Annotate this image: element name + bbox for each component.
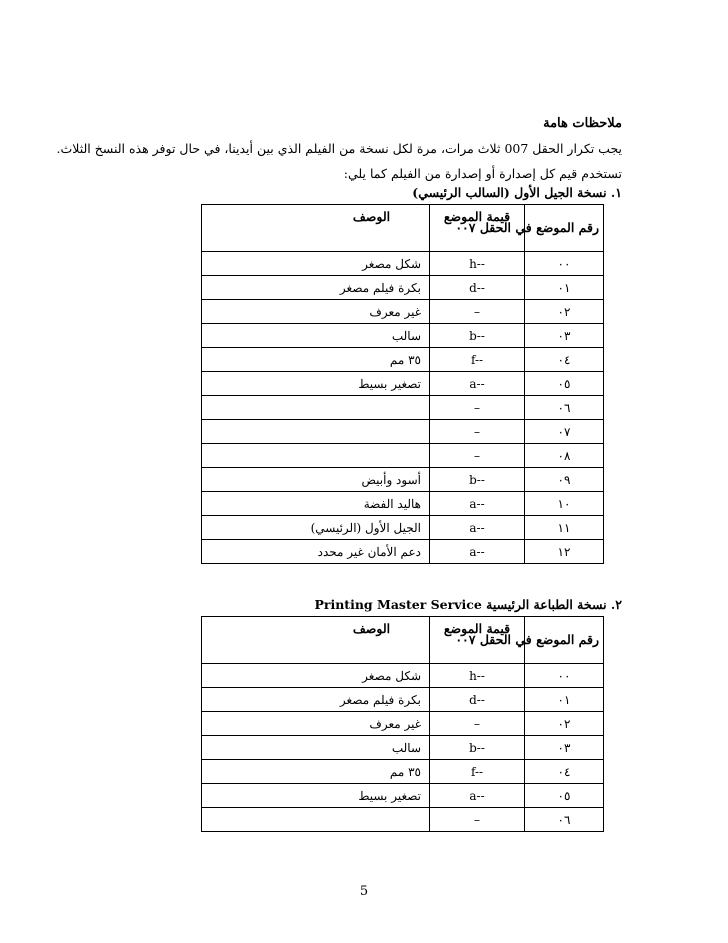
page-number: 5 xyxy=(359,884,369,899)
row-description xyxy=(202,688,430,712)
row-description-text: أسود وأبيض xyxy=(361,472,421,487)
section-2-title: ٢. نسخة الطباعة الرئيسية Printing Master Service xyxy=(314,597,622,612)
row-position-text: ٠٧ xyxy=(557,424,571,439)
table-row xyxy=(202,372,604,396)
row-value xyxy=(430,808,525,832)
row-value-text: a-- xyxy=(469,376,485,391)
row-value-text: a-- xyxy=(469,788,485,803)
row-description-text: تصغير بسيط xyxy=(358,788,421,803)
row-value-text: – xyxy=(474,424,480,439)
row-position-text: ٠٦ xyxy=(557,812,571,827)
row-value xyxy=(430,468,525,492)
section-2-table xyxy=(201,616,604,832)
row-position xyxy=(525,468,604,492)
row-position xyxy=(525,540,604,564)
row-description xyxy=(202,444,430,468)
row-description-text: ٣٥ مم xyxy=(389,764,421,779)
table-row xyxy=(202,468,604,492)
row-position-text: ٠٩ xyxy=(557,472,571,487)
row-position-text: ٠٠ xyxy=(557,256,571,271)
row-description xyxy=(202,420,430,444)
row-description-text: الجيل الأول (الرئيسي) xyxy=(310,520,421,535)
row-description xyxy=(202,348,430,372)
row-position xyxy=(525,252,604,276)
notes-paragraph-repeat-field: يجب تكرار الحقل 007 ثلاث مرات، مرة لكل نسخة من الفيلم الذي بين أيدينا، في حال توفر هذه النسخ الثلاث. xyxy=(56,141,622,156)
section-1-table xyxy=(201,204,604,564)
table-row xyxy=(202,688,604,712)
row-value-text: f-- xyxy=(470,352,484,367)
table-row xyxy=(202,808,604,832)
row-position-text: ٠٤ xyxy=(557,764,571,779)
row-value xyxy=(430,420,525,444)
row-position xyxy=(525,300,604,324)
row-position-text: ١٢ xyxy=(557,544,571,559)
row-description-text: بكرة فيلم مصغر xyxy=(339,692,421,707)
row-position-text: ٠٨ xyxy=(557,448,571,463)
header-position: رقم الموضع في الحقل ٠٠٧ xyxy=(525,617,604,664)
row-value xyxy=(430,348,525,372)
table-header-row xyxy=(202,617,604,664)
row-value-text: h-- xyxy=(469,256,485,271)
row-description-text: سالب xyxy=(391,328,421,343)
row-position-text: ٠١ xyxy=(557,692,571,707)
header-position: رقم الموضع في الحقل ٠٠٧ xyxy=(525,205,604,252)
row-value-text: f-- xyxy=(470,764,484,779)
row-position xyxy=(525,396,604,420)
row-value-text: a-- xyxy=(469,496,485,511)
row-description-text: ٣٥ مم xyxy=(389,352,421,367)
row-value xyxy=(430,252,525,276)
row-value-text: h-- xyxy=(469,668,485,683)
row-description xyxy=(202,468,430,492)
header-value: قيمة الموضع xyxy=(430,205,525,252)
table-row xyxy=(202,760,604,784)
row-value xyxy=(430,736,525,760)
row-value-text: – xyxy=(474,400,480,415)
row-description-text: غير معرف xyxy=(369,716,421,731)
row-value xyxy=(430,540,525,564)
row-value-text: b-- xyxy=(469,740,485,755)
row-value-text: a-- xyxy=(469,520,485,535)
row-position xyxy=(525,420,604,444)
table-row xyxy=(202,252,604,276)
row-value xyxy=(430,688,525,712)
row-position xyxy=(525,444,604,468)
table-row xyxy=(202,540,604,564)
row-value-text: b-- xyxy=(469,472,485,487)
table-row xyxy=(202,420,604,444)
row-position-text: ٠٣ xyxy=(557,328,571,343)
row-position-text: ٠٤ xyxy=(557,352,571,367)
row-description xyxy=(202,300,430,324)
row-description-text: دعم الأمان غير محدد xyxy=(317,544,421,559)
table-row xyxy=(202,784,604,808)
row-value-text: – xyxy=(474,716,480,731)
row-position-text: ١١ xyxy=(557,520,571,535)
row-description xyxy=(202,736,430,760)
row-position-text: ٠٦ xyxy=(557,400,571,415)
row-description-text: بكرة فيلم مصغر xyxy=(339,280,421,295)
row-position-text: ٠٥ xyxy=(557,788,571,803)
row-value xyxy=(430,492,525,516)
row-description xyxy=(202,540,430,564)
row-position xyxy=(525,492,604,516)
row-value-text: – xyxy=(474,304,480,319)
row-value xyxy=(430,300,525,324)
row-position-text: ٠٢ xyxy=(557,716,571,731)
row-position-text: ٠٢ xyxy=(557,304,571,319)
row-position xyxy=(525,808,604,832)
row-value-text: b-- xyxy=(469,328,485,343)
table-row xyxy=(202,736,604,760)
row-description xyxy=(202,760,430,784)
section-1-title: ١. نسخة الجيل الأول (السالب الرئيسي) xyxy=(412,185,622,200)
row-value xyxy=(430,760,525,784)
header-value: قيمة الموضع xyxy=(430,617,525,664)
notes-heading: ملاحظات هامة xyxy=(543,116,622,131)
row-description xyxy=(202,784,430,808)
row-value-text: d-- xyxy=(469,280,485,295)
row-description-text: غير معرف xyxy=(369,304,421,319)
row-description xyxy=(202,276,430,300)
row-position-text: ٠٠ xyxy=(557,668,571,683)
row-description xyxy=(202,664,430,688)
header-description: الوصف xyxy=(202,205,430,252)
table-row xyxy=(202,444,604,468)
section-2-rows xyxy=(202,664,604,832)
row-position xyxy=(525,516,604,540)
row-value xyxy=(430,712,525,736)
section-1-rows xyxy=(202,252,604,564)
table-row xyxy=(202,492,604,516)
row-position xyxy=(525,688,604,712)
table-row xyxy=(202,276,604,300)
row-value xyxy=(430,276,525,300)
row-position-text: ٠١ xyxy=(557,280,571,295)
row-position-text: ٠٣ xyxy=(557,740,571,755)
table-header-row xyxy=(202,205,604,252)
row-description xyxy=(202,516,430,540)
row-value xyxy=(430,396,525,420)
row-position xyxy=(525,760,604,784)
row-description xyxy=(202,492,430,516)
row-value-text: d-- xyxy=(469,692,485,707)
row-position xyxy=(525,372,604,396)
row-value xyxy=(430,444,525,468)
row-position xyxy=(525,712,604,736)
row-description-text: تصغير بسيط xyxy=(358,376,421,391)
row-position-text: ١٠ xyxy=(557,496,571,511)
row-position-text: ٠٥ xyxy=(557,376,571,391)
table-row xyxy=(202,324,604,348)
row-position xyxy=(525,784,604,808)
row-position xyxy=(525,348,604,372)
row-position xyxy=(525,736,604,760)
row-value xyxy=(430,784,525,808)
row-value xyxy=(430,372,525,396)
row-description-text: هاليد الفضة xyxy=(363,496,421,511)
row-position xyxy=(525,276,604,300)
table-row xyxy=(202,396,604,420)
header-description: الوصف xyxy=(202,617,430,664)
table-row xyxy=(202,300,604,324)
row-value-text: – xyxy=(474,812,480,827)
table-row xyxy=(202,712,604,736)
notes-paragraph-values-intro: تستخدم قيم كل إصدارة أو إصدارة من الفيلم كما يلي: xyxy=(343,166,622,181)
row-description xyxy=(202,324,430,348)
row-description xyxy=(202,808,430,832)
row-value-text: a-- xyxy=(469,544,485,559)
table-row xyxy=(202,664,604,688)
table-row xyxy=(202,348,604,372)
row-description xyxy=(202,372,430,396)
row-value xyxy=(430,324,525,348)
row-description xyxy=(202,712,430,736)
table-row xyxy=(202,516,604,540)
row-description xyxy=(202,252,430,276)
row-value xyxy=(430,516,525,540)
row-value-text: – xyxy=(474,448,480,463)
row-description-text: شكل مصغر xyxy=(362,256,421,271)
row-description-text: شكل مصغر xyxy=(362,668,421,683)
row-position xyxy=(525,664,604,688)
row-value xyxy=(430,664,525,688)
row-description xyxy=(202,396,430,420)
row-description-text: سالب xyxy=(391,740,421,755)
row-position xyxy=(525,324,604,348)
